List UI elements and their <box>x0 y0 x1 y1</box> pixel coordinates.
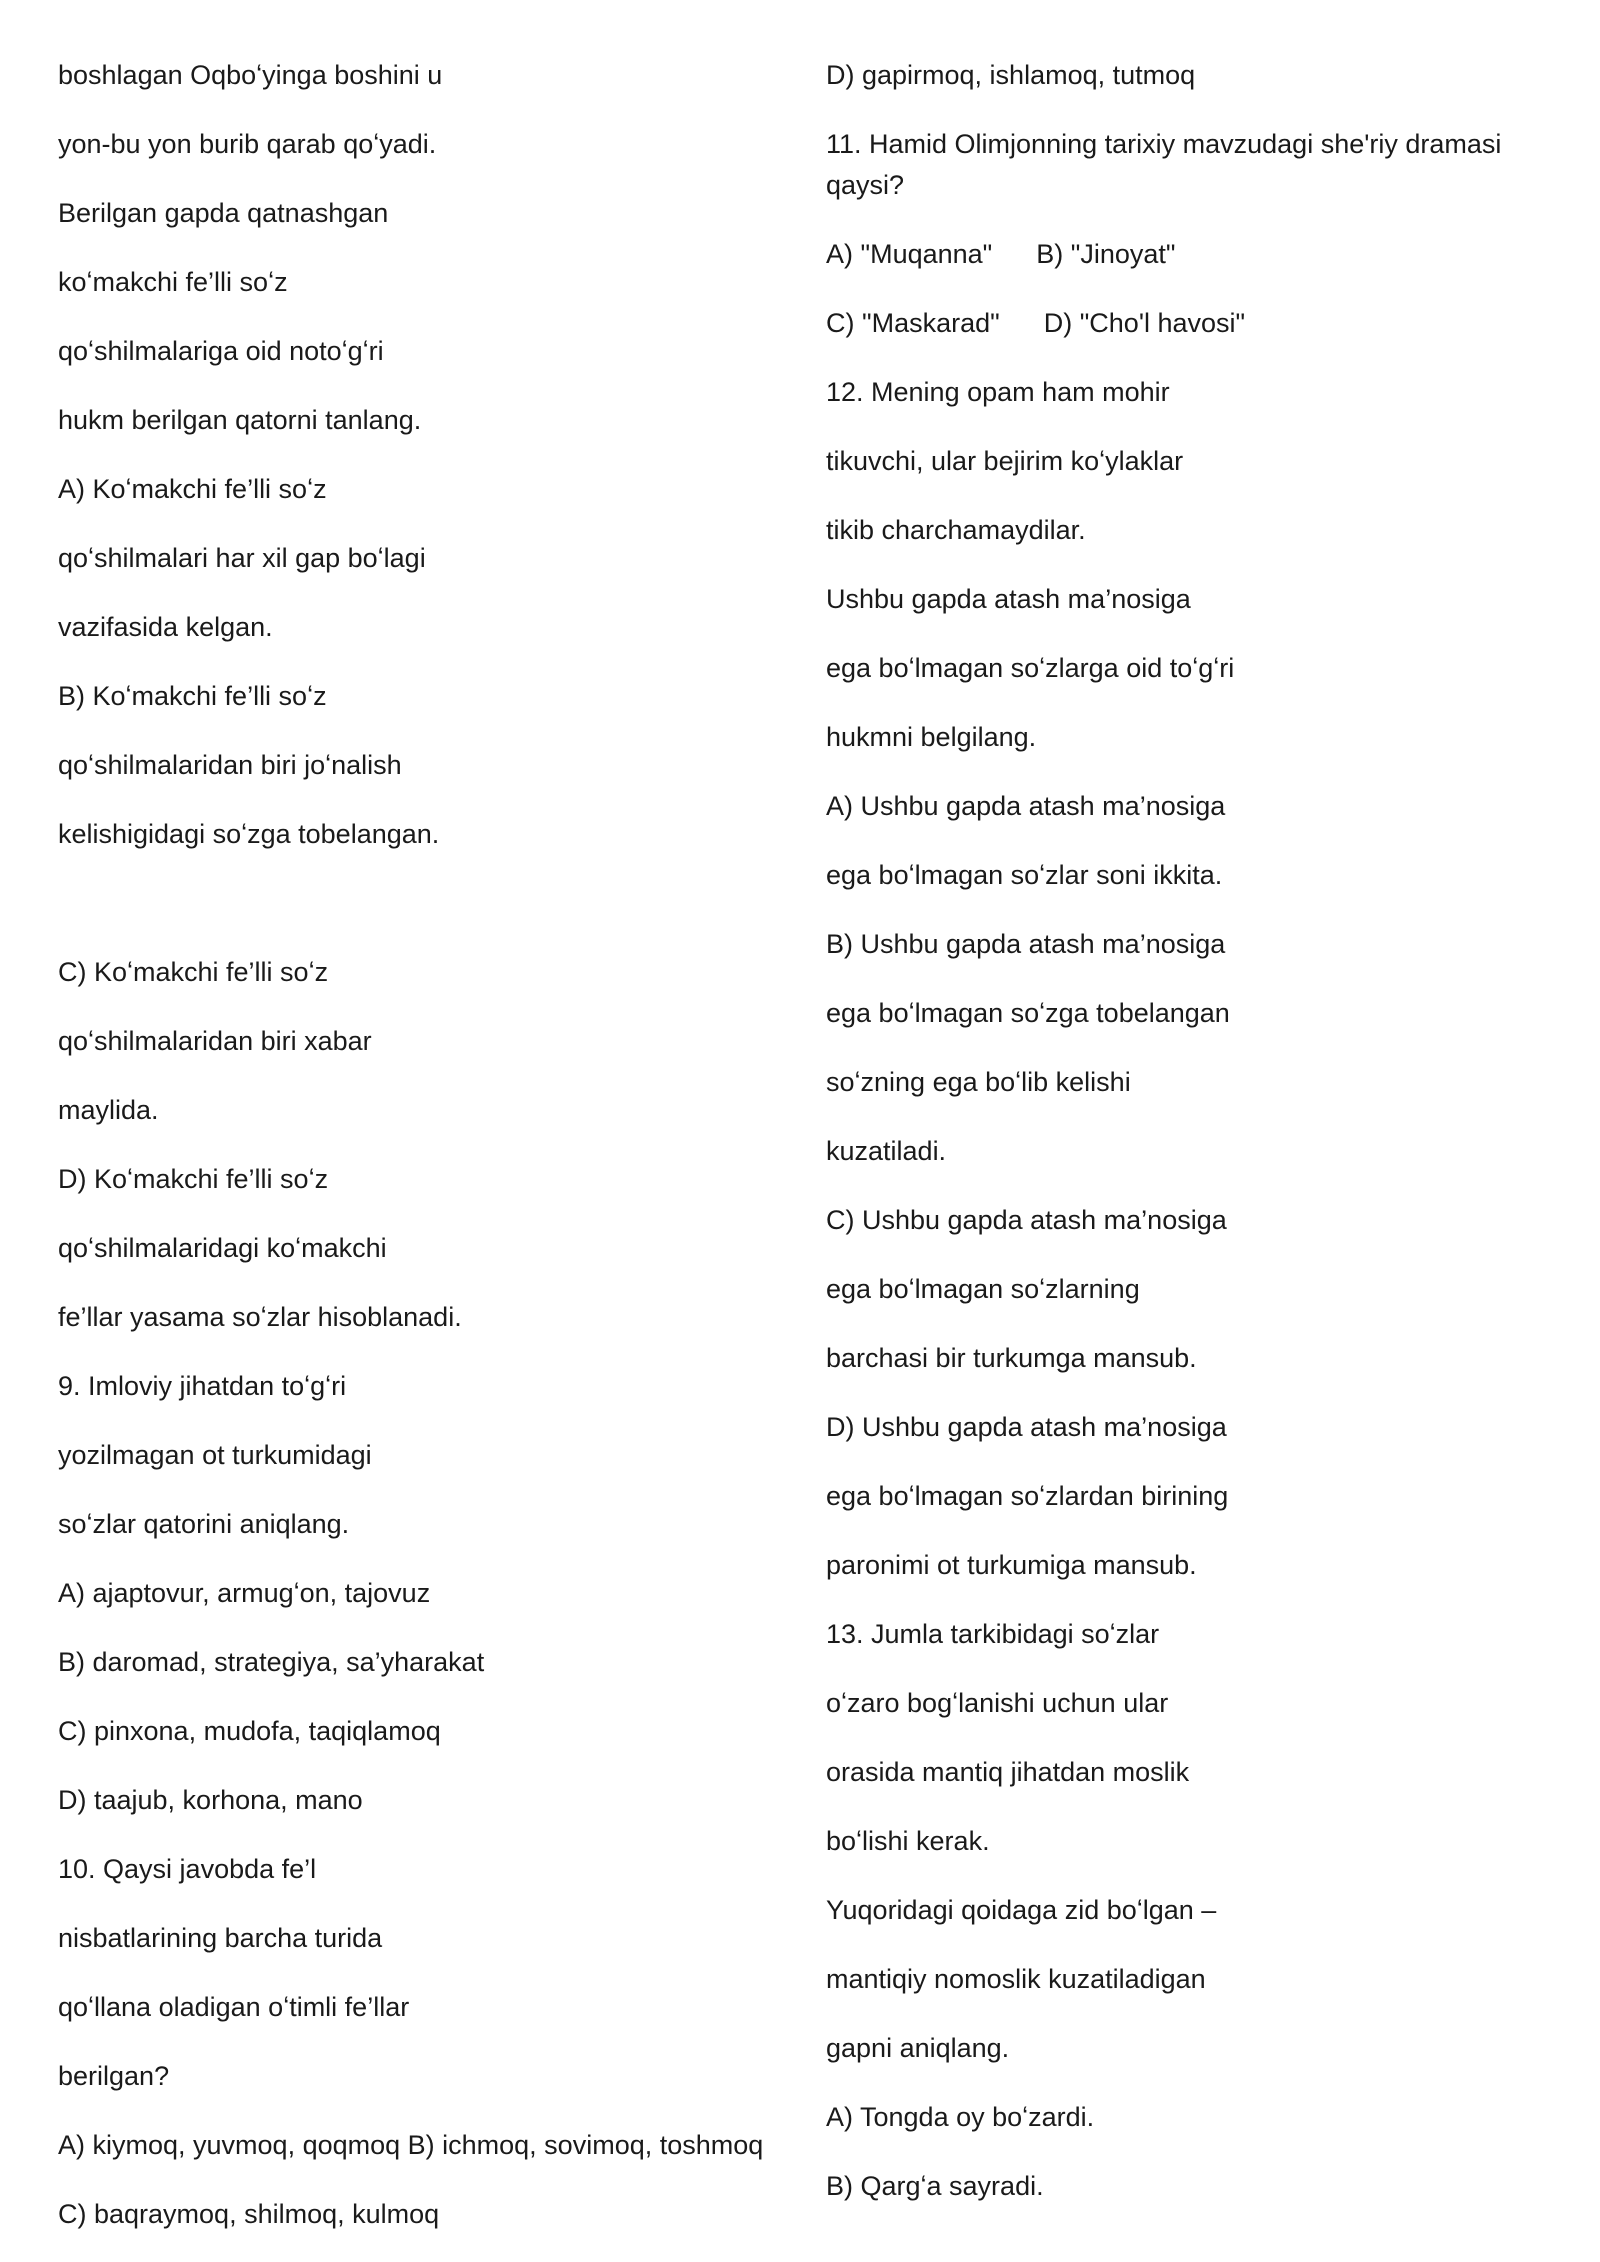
option-d: D) gapirmoq, ishlamoq, tutmoq <box>826 60 1196 90</box>
option-c: C) Ushbu gapda atash ma’nosiga <box>826 1205 1227 1235</box>
option-a: A) "Muqanna" <box>826 239 993 269</box>
option-b: B) Qargʻa sayradi. <box>826 2171 1044 2201</box>
option-a: A) ajaptovur, armugʻon, tajovuz <box>58 1578 431 1608</box>
text-line: ega boʻlmagan soʻzlar soni ikkita. <box>826 860 1223 890</box>
text-line: kelishigidagi soʻzga tobelangan. <box>58 819 440 849</box>
question-12: 12. Mening opam ham mohir <box>826 377 1170 407</box>
text-line: boʻlishi kerak. <box>826 1826 990 1856</box>
text-line: Berilgan gapda qatnashgan <box>58 198 389 228</box>
option-c: C) "Maskarad" <box>826 308 1000 338</box>
text-line: gapni aniqlang. <box>826 2033 1010 2063</box>
text-line: ega boʻlmagan soʻzlarning <box>826 1274 1140 1304</box>
option-d: D) taajub, korhona, mano <box>58 1785 363 1815</box>
text-line: Yuqoridagi qoidaga zid boʻlgan – <box>826 1895 1217 1925</box>
text-line: tikuvchi, ular bejirim koʻylaklar <box>826 446 1184 476</box>
option-a-b: A) kiymoq, yuvmoq, qoqmoq B) ichmoq, sovimoq, toshmoq <box>58 2130 764 2160</box>
text-line: soʻzning ega boʻlib kelishi <box>826 1067 1131 1097</box>
text-line: qoʻshilmalariga oid notoʻgʻri <box>58 336 384 366</box>
option-d: D) Ushbu gapda atash ma’nosiga <box>826 1412 1227 1442</box>
option-c: C) pinxona, mudofa, taqiqlamoq <box>58 1716 441 1746</box>
text-line: tikib charchamaydilar. <box>826 515 1086 545</box>
text-line: qoʻshilmalari har xil gap boʻlagi <box>58 543 426 573</box>
text-line: hukmni belgilang. <box>826 722 1037 752</box>
option-b: B) "Jinoyat" <box>1036 239 1176 269</box>
option-a: A) Koʻmakchi fe’lli soʻz <box>58 474 327 504</box>
option-d: D) Koʻmakchi fe’lli soʻz <box>58 1164 329 1194</box>
text-line: qoʻshilmalaridan biri xabar <box>58 1026 372 1056</box>
question-9: 9. Imloviy jihatdan toʻgʻri <box>58 1371 347 1401</box>
text-line: paronimi ot turkumiga mansub. <box>826 1550 1197 1580</box>
question-11: 11. Hamid Olimjonning tarixiy mavzudagi she'riy dramasi qaysi? <box>826 129 1502 200</box>
text-line: barchasi bir turkumga mansub. <box>826 1343 1197 1373</box>
text-line: qoʻshilmalaridan biri joʻnalish <box>58 750 402 780</box>
option-b: B) Ushbu gapda atash ma’nosiga <box>826 929 1226 959</box>
text-line: yon-bu yon burib qarab qoʻyadi. <box>58 129 437 159</box>
text-line: ega boʻlmagan soʻzlardan birining <box>826 1481 1229 1511</box>
option-c: C) baqraymoq, shilmoq, kulmoq <box>58 2199 440 2229</box>
option-a: A) Tongda oy boʻzardi. <box>826 2102 1095 2132</box>
option-d: D) "Cho'l havosi" <box>1043 308 1246 338</box>
question-10: 10. Qaysi javobda fe’l <box>58 1854 317 1884</box>
option-b: B) Koʻmakchi fe’lli soʻz <box>58 681 327 711</box>
text-line: ega boʻlmagan soʻzga tobelangan <box>826 998 1230 1028</box>
answer-options-row <box>826 234 1175 275</box>
text-line: soʻzlar qatorini aniqlang. <box>58 1509 350 1539</box>
text-line: Ushbu gapda atash ma’nosiga <box>826 584 1191 614</box>
text-line: orasida mantiq jihatdan moslik <box>826 1757 1190 1787</box>
text-line: qoʻshilmalaridagi koʻmakchi <box>58 1233 387 1263</box>
text-line: qoʻllana oladigan oʻtimli fe’llar <box>58 1992 410 2022</box>
question-13: 13. Jumla tarkibidagi soʻzlar <box>826 1619 1160 1649</box>
text-line: boshlagan Oqboʻyinga boshini u <box>58 60 443 90</box>
option-b: B) daromad, strategiya, sa’yharakat <box>58 1647 485 1677</box>
text-line: kuzatiladi. <box>826 1136 947 1166</box>
text-line: oʻzaro bogʻlanishi uchun ular <box>826 1688 1169 1718</box>
text-line: vazifasida kelgan. <box>58 612 273 642</box>
text-line: fe’llar yasama soʻzlar hisoblanadi. <box>58 1302 462 1332</box>
text-line: hukm berilgan qatorni tanlang. <box>58 405 422 435</box>
option-c: C) Koʻmakchi fe’lli soʻz <box>58 957 329 987</box>
text-line: koʻmakchi fe’lli soʻz <box>58 267 288 297</box>
text-line: maylida. <box>58 1095 159 1125</box>
text-line: mantiqiy nomoslik kuzatiladigan <box>826 1964 1206 1994</box>
text-line: yozilmagan ot turkumidagi <box>58 1440 372 1470</box>
text-line: ega boʻlmagan soʻzlarga oid toʻgʻri <box>826 653 1235 683</box>
text-line: nisbatlarining barcha turida <box>58 1923 383 1953</box>
option-a: A) Ushbu gapda atash ma’nosiga <box>826 791 1226 821</box>
text-line: berilgan? <box>58 2061 170 2091</box>
answer-options-row <box>826 303 1245 344</box>
